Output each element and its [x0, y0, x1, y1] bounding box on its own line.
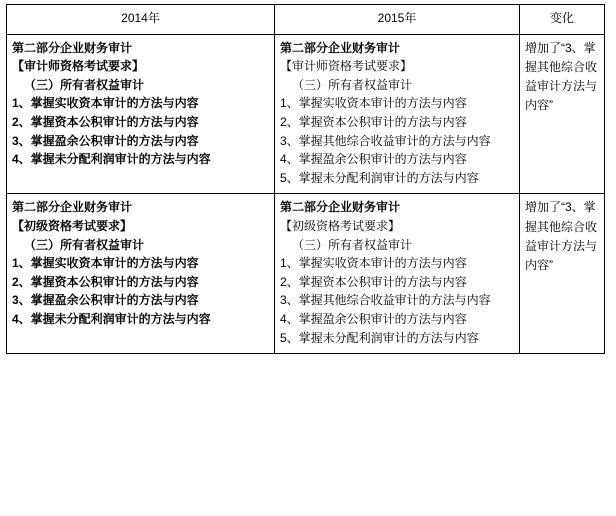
content-block: [12, 198, 269, 328]
line-item: 【审计师资格考试要求】: [12, 59, 145, 74]
line-item: 1、掌握实收资本审计的方法与内容: [12, 96, 199, 111]
table-row: [7, 34, 605, 194]
line-item: 4、掌握盈余公积审计的方法与内容: [280, 311, 467, 326]
line-item: 5、掌握未分配利润审计的方法与内容: [280, 330, 479, 345]
cell-2015-row2: [275, 194, 520, 354]
line-item: 2、掌握资本公积审计的方法与内容: [280, 274, 467, 289]
table-header-row: [7, 5, 605, 35]
line-item: 2、掌握资本公积审计的方法与内容: [12, 274, 199, 289]
content-block: [12, 39, 269, 169]
comparison-table: [6, 4, 605, 354]
line-item: 3、掌握其他综合收益审计的方法与内容: [280, 133, 491, 148]
change-description: 增加了“3、掌握其他综合收益审计方法与内容”: [525, 200, 598, 272]
cell-2014-row1: [7, 34, 275, 194]
line-item: 第二部分企业财务审计: [280, 40, 401, 55]
line-item: 1、掌握实收资本审计的方法与内容: [280, 96, 467, 111]
table-body: [7, 34, 605, 354]
column-header-2014: 2014年: [7, 5, 275, 35]
column-header-change: 变化: [520, 5, 605, 35]
document-page: [0, 4, 616, 516]
line-item: （三）所有者权益审计: [24, 237, 145, 252]
change-description: 增加了“3、掌握其他综合收益审计方法与内容”: [525, 40, 598, 113]
line-item: 1、掌握实收资本审计的方法与内容: [280, 256, 467, 271]
line-item: 第二部分企业财务审计: [12, 40, 133, 55]
cell-change-row1: [520, 34, 605, 194]
line-item: 4、掌握未分配利润审计的方法与内容: [12, 152, 211, 167]
line-item: 2、掌握资本公积审计的方法与内容: [280, 114, 467, 129]
column-header-2015: 2015年: [275, 5, 520, 35]
line-item: 1、掌握实收资本审计的方法与内容: [12, 256, 199, 271]
content-block: [280, 39, 514, 188]
line-item: 3、掌握其他综合收益审计的方法与内容: [280, 293, 491, 308]
cell-2015-row1: [275, 34, 520, 194]
cell-2014-row2: [7, 194, 275, 354]
line-item: 第二部分企业财务审计: [12, 200, 133, 215]
line-item: 【初级资格考试要求】: [12, 218, 133, 233]
line-item: 4、掌握未分配利润审计的方法与内容: [12, 311, 211, 326]
line-item: （三）所有者权益审计: [24, 77, 145, 92]
line-item: 第二部分企业财务审计: [280, 200, 401, 215]
table-row: [7, 194, 605, 354]
line-item: （三）所有者权益审计: [292, 77, 413, 92]
table-header: [7, 5, 605, 35]
line-item: （三）所有者权益审计: [292, 237, 413, 252]
line-item: 【初级资格考试要求】: [280, 218, 401, 233]
line-item: 2、掌握资本公积审计的方法与内容: [12, 114, 199, 129]
line-item: 3、掌握盈余公积审计的方法与内容: [12, 133, 199, 148]
content-block: [280, 198, 514, 347]
line-item: 5、掌握未分配利润审计的方法与内容: [280, 170, 479, 185]
line-item: 4、掌握盈余公积审计的方法与内容: [280, 152, 467, 167]
cell-change-row2: [520, 194, 605, 354]
line-item: 3、掌握盈余公积审计的方法与内容: [12, 293, 199, 308]
line-item: 【审计师资格考试要求】: [280, 59, 413, 74]
